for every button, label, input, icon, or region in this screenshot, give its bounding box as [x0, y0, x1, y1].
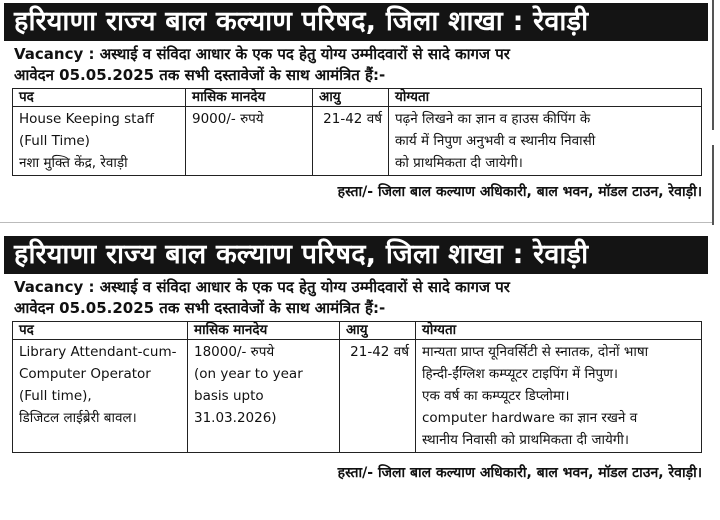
intro-line-2: आवेदन 05.05.2025 तक सभी दस्तावेजों के साथ आमंत्रित हैं:- [14, 299, 386, 317]
cell-qualification [416, 340, 702, 453]
post-line: House Keeping staff [19, 111, 155, 127]
notice-intro [4, 274, 708, 319]
cell-honorarium [188, 340, 340, 453]
qualification-line: कार्य में निपुण अनुभवी व स्थानीय निवासी [395, 133, 596, 149]
intro-text-1: : अस्थाई व संविदा आधार के एक पद हेतु योग्य उम्मीदवारों से सादे कागज पर [83, 278, 510, 296]
vacancy-table [12, 321, 702, 453]
vacancy-table [12, 88, 702, 176]
qualification-line: computer hardware का ज्ञान रखने व [422, 410, 638, 426]
intro-line-1 [14, 277, 702, 298]
intro-line-2: आवेदन 05.05.2025 तक सभी दस्तावेजों के साथ आमंत्रित हैं:- [14, 66, 386, 84]
vacancy-notice-1 [4, 3, 708, 215]
intro-line-1 [14, 44, 702, 65]
qualification-line: मान्यता प्राप्त यूनिवर्सिटी से स्नातक, दोनों भाषा [422, 344, 649, 360]
honorarium-line: (on year to year [194, 366, 303, 382]
cell-honorarium [186, 107, 313, 176]
notice-title: हरियाणा राज्य बाल कल्याण परिषद, जिला शाखा : रेवाड़ी [4, 3, 708, 41]
notice-intro [4, 41, 708, 86]
vacancy-notice-2 [4, 236, 708, 518]
vacancy-label: Vacancy [14, 278, 84, 296]
header-post: पद [13, 89, 186, 107]
honorarium-line: 31.03.2026) [194, 410, 277, 426]
intro-text-1: : अस्थाई व संविदा आधार के एक पद हेतु योग्य उम्मीदवारों से सादे कागज पर [83, 45, 510, 63]
post-line: Library Attendant-cum- [19, 344, 177, 360]
honorarium-line: 18000/- रुपये [194, 344, 275, 360]
post-line: नशा मुक्ति केंद्र, रेवाड़ी [19, 155, 128, 171]
table-row [13, 340, 702, 453]
header-qualification: योग्यता [416, 322, 702, 340]
post-line: (Full time), [19, 388, 92, 404]
post-line: (Full Time) [19, 133, 90, 149]
table-row [13, 107, 702, 176]
header-honorarium: मासिक मानदेय [186, 89, 313, 107]
header-age: आयु [340, 322, 416, 340]
honorarium-line: basis upto [194, 388, 264, 404]
qualification-line: हिन्दी-ईंग्लिश कम्प्यूटर टाइपिंग में निपुण। [422, 366, 618, 382]
notice-title: हरियाणा राज्य बाल कल्याण परिषद, जिला शाखा : रेवाड़ी [4, 236, 708, 274]
vacancy-label: Vacancy [14, 45, 84, 63]
qualification-line: पढ़ने लिखने का ज्ञान व हाउस कीपिंग के [395, 111, 591, 127]
header-qualification: योग्यता [389, 89, 702, 107]
age-value: 21-42 वर्ष [350, 344, 409, 360]
cell-post [13, 340, 188, 453]
qualification-line: एक वर्ष का कम्प्यूटर डिप्लोमा। [422, 388, 570, 404]
header-post: पद [13, 322, 188, 340]
header-age: आयु [313, 89, 389, 107]
cell-qualification [389, 107, 702, 176]
signature-line: हस्ता/- जिला बाल कल्याण अधिकारी, बाल भवन, मॉडल टाउन, रेवाड़ी। [337, 184, 702, 200]
qualification-line: को प्राथमिकता दी जायेगी। [395, 155, 523, 171]
honorarium-line: 9000/- रुपये [192, 111, 264, 127]
page-edge-line [712, 145, 714, 225]
post-line: डिजिटल लाईब्रेरी बावल। [19, 410, 137, 426]
header-honorarium: मासिक मानदेय [188, 322, 340, 340]
table-header-row [13, 89, 702, 107]
age-value: 21-42 वर्ष [323, 111, 382, 127]
signature-line: हस्ता/- जिला बाल कल्याण अधिकारी, बाल भवन, मॉडल टाउन, रेवाड़ी। [337, 465, 702, 481]
table-header-row [13, 322, 702, 340]
cell-age [313, 107, 389, 176]
post-line: Computer Operator [19, 366, 151, 382]
page-edge-line [712, 0, 714, 130]
qualification-line: स्थानीय निवासी को प्राथमिकता दी जायेगी। [422, 432, 630, 448]
cell-age [340, 340, 416, 453]
clipping-separator [0, 222, 712, 223]
cell-post [13, 107, 186, 176]
